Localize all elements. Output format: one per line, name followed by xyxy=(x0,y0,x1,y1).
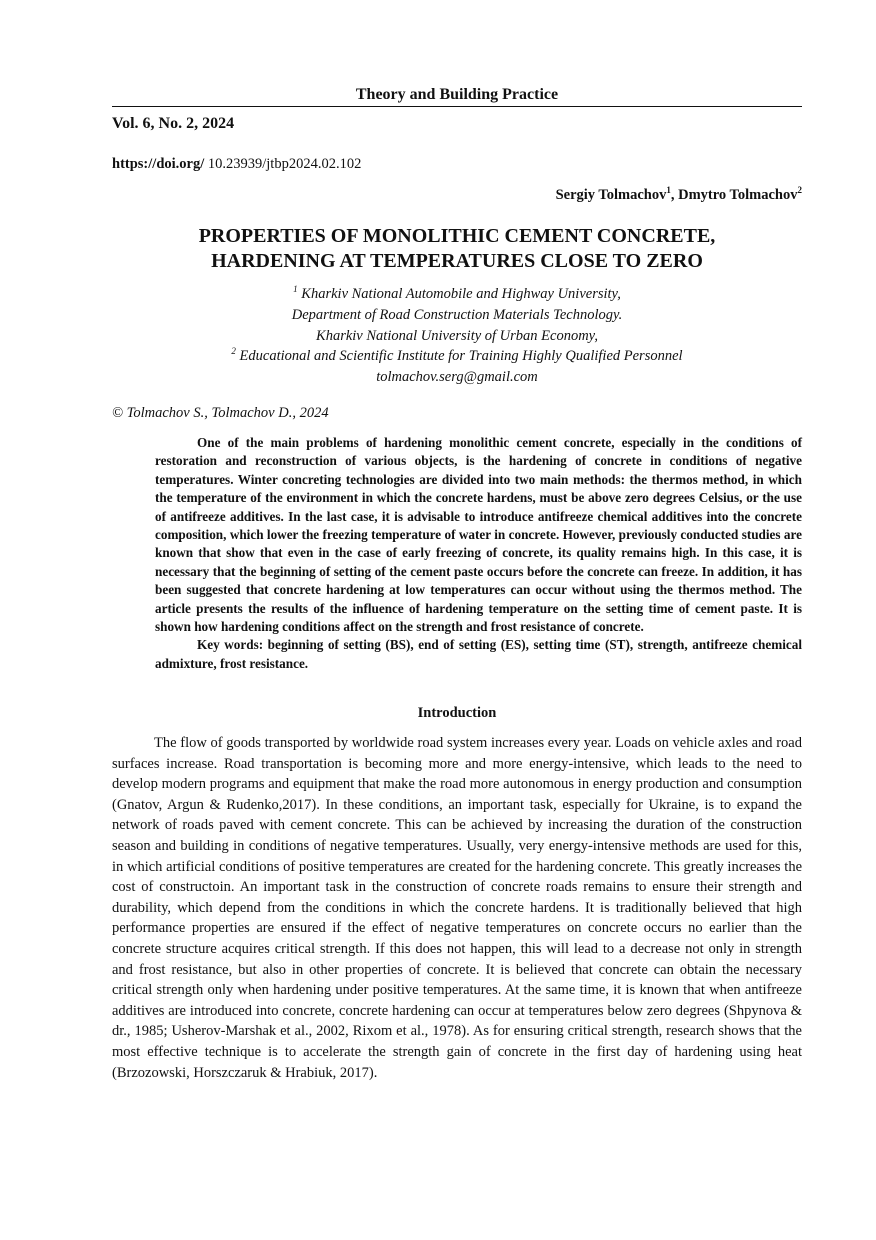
affiliation-line xyxy=(112,346,802,367)
introduction-body xyxy=(112,733,802,1083)
affil-mark: 1 xyxy=(293,284,298,295)
author-separator: , xyxy=(670,187,679,203)
copyright-notice: © Tolmachov S., Tolmachov D., 2024 xyxy=(112,405,329,421)
doi-value[interactable]: 10.23939/jtbp2024.02.102 xyxy=(204,156,362,172)
title-line: PROPERTIES OF MONOLITHIC CEMENT CONCRETE, xyxy=(198,225,716,247)
affiliation-text: Kharkiv National Automobile and Highway University, xyxy=(297,286,621,302)
keywords: Key words: beginning of setting (BS), end of setting (ES), setting time (ST), strength, antifreeze chemical admixture, frost resistance. xyxy=(155,637,802,671)
journal-name: Theory and Building Practice xyxy=(355,86,559,103)
abstract-text: One of the main problems of hardening monolithic cement concrete, especially in the conditions of restoration and reconstruction of various objects, is the hardening of concrete in conditions of negative temperatures. Winter concreting technologies are divided into two main methods: the thermos method, in which the temperature of the environment in which the concrete hardens, must be above zero degrees Celsius, or the use of antifreeze additives. In the last case, it is advisable to introduce antifreeze chemical additives into the concrete composition, which lower the freezing temperature of water in concrete. However, previously conducted studies are known that show that even in the case of early freezing of concrete, its quality remains high. In this case, it is necessary that the beginning of setting of the cement paste occurs before the concrete can freeze. In addition, it has been suggested that concrete hardening at low temperatures can occur without using the thermos method. The article presents the results of the influence of hardening temperature on the setting time of cement paste. It is shown how hardening conditions affect on the strength and frost resistance of concrete. xyxy=(155,435,802,635)
author-affil-mark: 1 xyxy=(666,185,671,196)
affiliations xyxy=(112,284,802,388)
author-name: Sergiy Tolmachov xyxy=(555,187,667,203)
author-list xyxy=(556,186,802,204)
doi-line xyxy=(112,155,361,173)
affiliation-text: Educational and Scientific Institute for Training Highly Qualified Personnel xyxy=(235,348,683,365)
abstract xyxy=(155,434,802,673)
title-line: HARDENING AT TEMPERATURES CLOSE TO ZERO xyxy=(211,250,703,272)
doi-prefix-link[interactable]: https://doi.org/ xyxy=(112,156,205,172)
contact-email[interactable]: tolmachov.serg@gmail.com xyxy=(376,369,538,386)
affil-mark: 2 xyxy=(231,346,236,357)
author-name: Dmytro Tolmachov xyxy=(678,187,798,203)
header-rule xyxy=(112,106,802,107)
author-affil-mark: 2 xyxy=(797,185,802,196)
section-heading-introduction: Introduction xyxy=(417,705,497,721)
paper-title xyxy=(112,224,802,274)
volume-info: Vol. 6, No. 2, 2024 xyxy=(112,115,235,132)
affiliation-line xyxy=(112,284,802,305)
affiliation-line: Department of Road Construction Materials Technology. xyxy=(291,306,623,323)
introduction-paragraph: The flow of goods transported by worldwide road system increases every year. Loads on vehicle axles and road surfaces increase. Road transportation is becoming more and more energy-intensive, which leads to the need to develop modern programs and equipment that make the road more autonomous in energy production and consumption (Gnatov, Argun & Rudenko,2017). In these conditions, an important task, especially for Ukraine, is to expand the network of roads paved with cement concrete. This can be achieved by increasing the duration of the construction season and building in conditions of negative temperatures. Usually, very energy-intensive methods are used for this, in which artificial conditions of positive temperatures are created for the hardening concrete. This greatly increases the cost of constructoin. An important task in the construction of concrete roads remains to ensure their strength and durability, which depend from the conditions in which the concrete hardens. It is traditionally believed that high performance properties are ensured if the effect of negative temperatures on concrete occurs no earlier than the concrete structure acquires critical strength. If this does not happen, this will lead to a decrease not only in strength and frost resistance, but also in other properties of concrete. It is believed that concrete can obtain the necessary critical strength only when hardening under positive temperatures. At the same time, it is known that when antifreeze additives are introduced into concrete, concrete hardening can occur at temperatures below zero degrees (Shpynova & dr., 1985; Usherov-Marshak et al., 2002, Rixom et al., 1978). As for ensuring critical strength, research shows that the most effective technique is to accelerate the strength gain of concrete in the first day of hardening using heat (Brzozowski, Horszczaruk & Hrabiuk, 2017). xyxy=(112,735,802,1081)
affiliation-line: Kharkiv National University of Urban Economy, xyxy=(316,327,598,344)
